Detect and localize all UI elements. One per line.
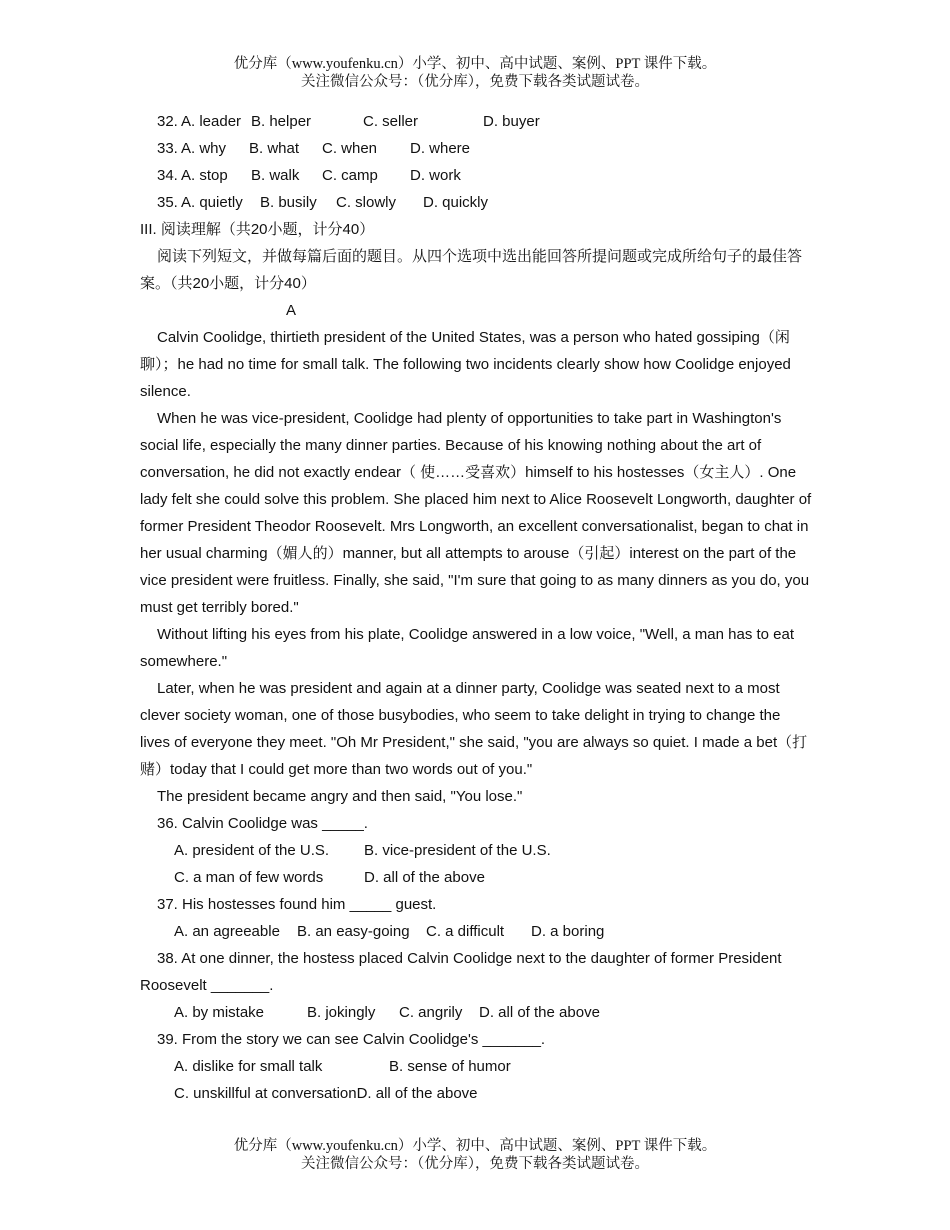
option-b: B. sense of humor	[389, 1058, 511, 1075]
question-39-options-row-1	[140, 1053, 812, 1080]
option-d: D. all of the above	[356, 1085, 478, 1102]
passage-paragraph-4: Later, when he was president and again at a dinner party, Coolidge was seated next to a most clever society woman, one of those busybodies, who seem to take delight in trying to change the lives of everyone they meet. "Oh Mr President," she said, "you are always so quiet. I made a bet（打赌）today that I could get more than two words out of you."	[140, 680, 808, 778]
instruction-text: 阅读下列短文，并做每篇后面的题目。从四个选项中选出能回答所提问题或完成所给句子的最佳答案。（共20小题，计分40）	[140, 248, 803, 292]
option-d: D. work	[410, 167, 461, 184]
passage-paragraph-2: When he was vice-president, Coolidge had plenty of opportunities to take part in Washington's social life, especially the many dinner parties. Because of his knowing nothing about the art of conversation, he did not exactly endear（ 使……受喜欢）himself to his hostesses（女主人）. One lady felt she could solve this problem. She placed him next to Alice Roosevelt Longworth, daughter of former President Theodor Roosevelt. Mrs Longworth, an excellent conversationalist, began to chat in her usual charming（媚人的）manner, but all attempts to arouse（引起）interest on the part of the vice president were fruitless. Finally, she said, "I'm sure that going to as many dinners as you do, you must get terribly bored."	[140, 410, 812, 616]
header-line-2: 关注微信公众号：（优分库），免费下载各类试题试卷。	[301, 74, 649, 90]
option-c: C. a man of few words	[174, 869, 324, 886]
question-36-options-row-1	[140, 837, 812, 864]
option-c: C. a difficult	[426, 923, 505, 940]
footer-line-1: 优分库（www.youfenku.cn）小学、初中、高中试题、案例、PPT 课件下载。	[233, 1138, 717, 1154]
passage-paragraph-3: Without lifting his eyes from his plate, Coolidge answered in a low voice, "Well, a man has to eat somewhere."	[140, 626, 795, 670]
question-39-stem: 39. From the story we can see Calvin Coolidge's _______.	[157, 1031, 546, 1048]
option-d: D. all of the above	[364, 869, 485, 886]
option-d: D. where	[410, 140, 471, 157]
question-37-stem: 37. His hostesses found him _____ guest.	[157, 896, 437, 913]
page-header	[0, 55, 950, 91]
option-a: A. president of the U.S.	[174, 842, 330, 859]
option-a: A. an agreeable	[174, 923, 280, 940]
question-38-stem: 38. At one dinner, the hostess placed Calvin Coolidge next to the daughter of former President Roosevelt _______.	[140, 950, 782, 994]
option-a: A. dislike for small talk	[174, 1058, 323, 1075]
item-number: 35.	[157, 194, 178, 211]
item-number: 33.	[157, 140, 178, 157]
header-line-1: 优分库（www.youfenku.cn）小学、初中、高中试题、案例、PPT 课件下载。	[233, 56, 717, 72]
option-a: A. by mistake	[174, 1004, 265, 1021]
footer-line-2: 关注微信公众号：（优分库），免费下载各类试题试卷。	[301, 1156, 649, 1172]
option-a: A. leader	[181, 113, 242, 130]
section-instruction	[140, 243, 812, 297]
passage-label: A	[286, 302, 297, 319]
question-36-stem: 36. Calvin Coolidge was _____.	[157, 815, 368, 832]
option-c: C. unskillful at conversation	[174, 1085, 357, 1102]
option-b: B. helper	[251, 113, 312, 130]
passage-paragraph-5: The president became angry and then said, "You lose."	[157, 788, 523, 805]
item-number: 32.	[157, 113, 178, 130]
option-c: C. angrily	[399, 1004, 463, 1021]
question-39-options-row-2	[140, 1080, 812, 1107]
page-footer	[0, 1137, 950, 1173]
option-d: D. all of the above	[479, 1004, 600, 1021]
option-b: B. walk	[251, 167, 300, 184]
question-36-options-row-2	[140, 864, 812, 891]
option-b: B. busily	[260, 194, 317, 211]
option-a: A. why	[181, 140, 227, 157]
cloze-item-32	[140, 108, 812, 135]
option-b: B. jokingly	[307, 1004, 376, 1021]
item-number: 34.	[157, 167, 178, 184]
cloze-item-33	[140, 135, 812, 162]
question-38-options	[140, 999, 812, 1026]
option-b: B. an easy-going	[297, 923, 410, 940]
option-a: A. stop	[181, 167, 228, 184]
option-b: B. what	[249, 140, 300, 157]
option-c: C. slowly	[336, 194, 397, 211]
cloze-item-34	[140, 162, 812, 189]
option-d: D. quickly	[423, 194, 489, 211]
option-b: B. vice-president of the U.S.	[364, 842, 551, 859]
question-37-options	[140, 918, 812, 945]
cloze-item-35	[140, 189, 812, 216]
option-d: D. buyer	[483, 113, 540, 130]
option-c: C. seller	[363, 113, 419, 130]
section-title: III. 阅读理解（共20小题，计分40）	[140, 221, 375, 238]
option-c: C. when	[322, 140, 378, 157]
page-content	[140, 108, 812, 1107]
option-a: A. quietly	[181, 194, 243, 211]
option-d: D. a boring	[531, 923, 605, 940]
option-c: C. camp	[322, 167, 378, 184]
passage-paragraph-1: Calvin Coolidge, thirtieth president of the United States, was a person who hated gossiping（闲聊）；he had no time for small talk. The following two incidents clearly show how Coolidge enjoyed silence.	[140, 329, 791, 400]
